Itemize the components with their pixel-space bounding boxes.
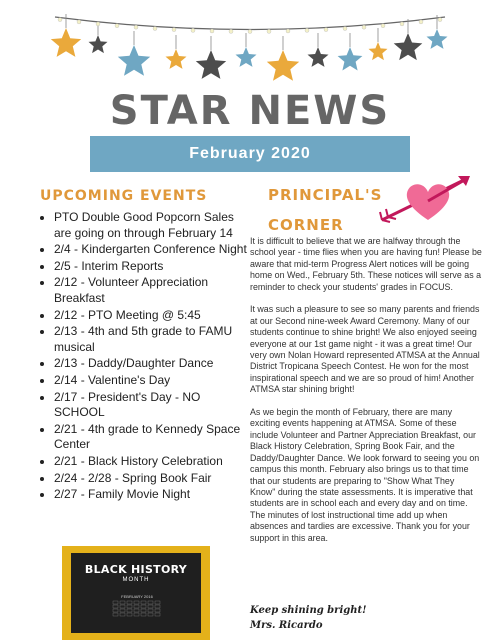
calendar-cell: [134, 609, 139, 612]
star-icon: [394, 33, 423, 60]
light-bulb: [153, 27, 157, 31]
calendar-cell: [127, 605, 132, 608]
star-icon: [236, 47, 257, 67]
black-history-subtitle: MONTH: [122, 577, 150, 583]
letter-paragraph: It was such a pleasure to see so many parents and friends at our Second nine-week Award Ceremony. Many of our students continue to shine bright! We also enjoyed seeing everyone at our 1st game night - it was a great time! Our very own Nolan Howard represented ATMSA at the Annual District Tropicana Speech Contest. He won for the most inspirational speech and we are so proud of him! Another ATMSA star shining bright!: [250, 304, 480, 395]
star-icon: [369, 42, 388, 60]
light-bulb: [172, 28, 176, 32]
calendar-cell: [148, 613, 153, 616]
heart-arrow-icon: [378, 170, 478, 230]
calendar-cell: [120, 613, 125, 616]
calendar-cell: [113, 601, 118, 604]
light-bulb: [381, 24, 385, 28]
black-history-title: BLACK HISTORY: [84, 563, 188, 576]
light-bulb: [248, 30, 252, 34]
light-bulb: [134, 25, 138, 29]
calendar-cell: [148, 605, 153, 608]
heart-shape: [407, 184, 449, 220]
star-icon: [89, 35, 108, 53]
letter-paragraph: It is difficult to believe that we are halfway through the school year - time flies when you are having fun! Please be aware that mid-term Progress Alert notices will be going home on Wed., February 5th. These notices will serve as a reminder to check your students' grades in FOCUS.: [250, 236, 482, 292]
light-bulb: [305, 28, 309, 32]
calendar-cell: [155, 605, 160, 608]
calendar-cell: [127, 601, 132, 604]
event-item: • PTO Double Good Popcorn Sales are going on through February 14: [54, 210, 254, 241]
light-bulb: [438, 18, 442, 22]
light-bulb: [267, 29, 271, 33]
calendar-cell: [134, 601, 139, 604]
garland-string: [55, 17, 445, 30]
star-icon: [166, 49, 187, 69]
calendar-cell: [155, 601, 160, 604]
calendar-cell: [141, 605, 146, 608]
light-bulb: [343, 27, 347, 31]
month-label: February 2020: [189, 145, 311, 162]
star-icon: [338, 47, 363, 71]
event-item: • 2/17 - President's Day - NO SCHOOL: [54, 390, 254, 421]
calendar-cell: [134, 605, 139, 608]
principals-corner-heading: [268, 180, 382, 240]
upcoming-events-list: [36, 210, 254, 504]
event-item: • 2/5 - Interim Reports: [54, 259, 254, 275]
event-item: • 2/13 - Daddy/Daughter Dance: [54, 356, 254, 372]
light-bulb: [286, 29, 290, 33]
calendar-cell: [141, 601, 146, 604]
calendar-cell: [127, 613, 132, 616]
star-icon: [308, 47, 329, 67]
light-bulb: [362, 25, 366, 29]
light-bulb: [400, 22, 404, 26]
light-bulb: [58, 18, 62, 22]
star-icon: [267, 50, 299, 81]
calendar-grid: [113, 601, 160, 616]
event-item: • 2/13 - 4th and 5th grade to FAMU musical: [54, 324, 254, 355]
calendar-label: FEBRUARY 2016: [121, 594, 153, 599]
event-item: • 2/12 - PTO Meeting @ 5:45: [54, 308, 254, 324]
light-bulb: [229, 29, 233, 33]
calendar-cell: [120, 609, 125, 612]
calendar-cell: [120, 601, 125, 604]
chalkboard: [71, 553, 201, 633]
event-item: • 2/12 - Volunteer Appreciation Breakfast: [54, 275, 254, 306]
calendar-cell: [113, 609, 118, 612]
event-item: • 2/14 - Valentine's Day: [54, 373, 254, 389]
calendar-cell: [113, 605, 118, 608]
calendar-cell: [141, 609, 146, 612]
calendar-cell: [113, 613, 118, 616]
light-bulb: [419, 20, 423, 24]
star-garland-decoration: [0, 0, 500, 90]
light-bulb: [96, 22, 100, 26]
principals-letter: [250, 236, 482, 555]
calendar-cell: [120, 605, 125, 608]
newsletter-title: STAR NEWS: [109, 88, 391, 134]
light-bulb: [115, 24, 119, 28]
light-bulb: [77, 20, 81, 24]
signature: Mrs. Ricardo: [250, 620, 323, 631]
event-item: • 2/21 - 4th grade to Kennedy Space Center: [54, 422, 254, 453]
light-bulb: [191, 28, 195, 32]
calendar-cell: [148, 601, 153, 604]
light-bulb: [324, 28, 328, 32]
star-icon: [51, 28, 81, 57]
principals-heading-line2: CORNER: [268, 216, 344, 234]
star-icon: [118, 45, 150, 76]
signoff-block: [250, 603, 367, 633]
calendar-cell: [155, 613, 160, 616]
star-icon: [196, 50, 226, 79]
month-banner: [90, 136, 410, 172]
star-icon: [427, 29, 448, 49]
letter-paragraph: As we begin the month of February, there are many exciting events happening at ATMSA. Some of these include Volunteer and Partner Appreciation Breakfast, our Black History Celebration, Spring Book Fair, and the Daddy/Daughter Dance. We look forward to seeing you on campus this month. February also brings us to that time that our students are preparing to "Show What They Know" during the state assessments. It is imperative that students are in school each and every day and on time. The minutes of lost instructional time add up when absences and tardies are excessive. Thank you for your support in this area.: [250, 407, 480, 543]
principals-heading-line1: PRINCIPAL'S: [268, 186, 383, 204]
calendar-cell: [127, 609, 132, 612]
upcoming-events-heading: UPCOMING EVENTS: [40, 188, 208, 204]
light-bulb: [210, 29, 214, 33]
calendar-cell: [134, 613, 139, 616]
calendar-cell: [148, 609, 153, 612]
calendar-cell: [141, 613, 146, 616]
calendar-graphic: [107, 593, 167, 617]
signoff-line: Keep shining bright!: [250, 605, 367, 616]
calendar-cell: [155, 609, 160, 612]
event-item: • 2/4 - Kindergarten Conference Night: [54, 242, 254, 258]
black-history-month-image: [62, 546, 210, 640]
event-item: • 2/27 - Family Movie Night: [54, 487, 254, 503]
event-item: • 2/21 - Black History Celebration: [54, 454, 254, 470]
event-item: • 2/24 - 2/28 - Spring Book Fair: [54, 471, 254, 487]
